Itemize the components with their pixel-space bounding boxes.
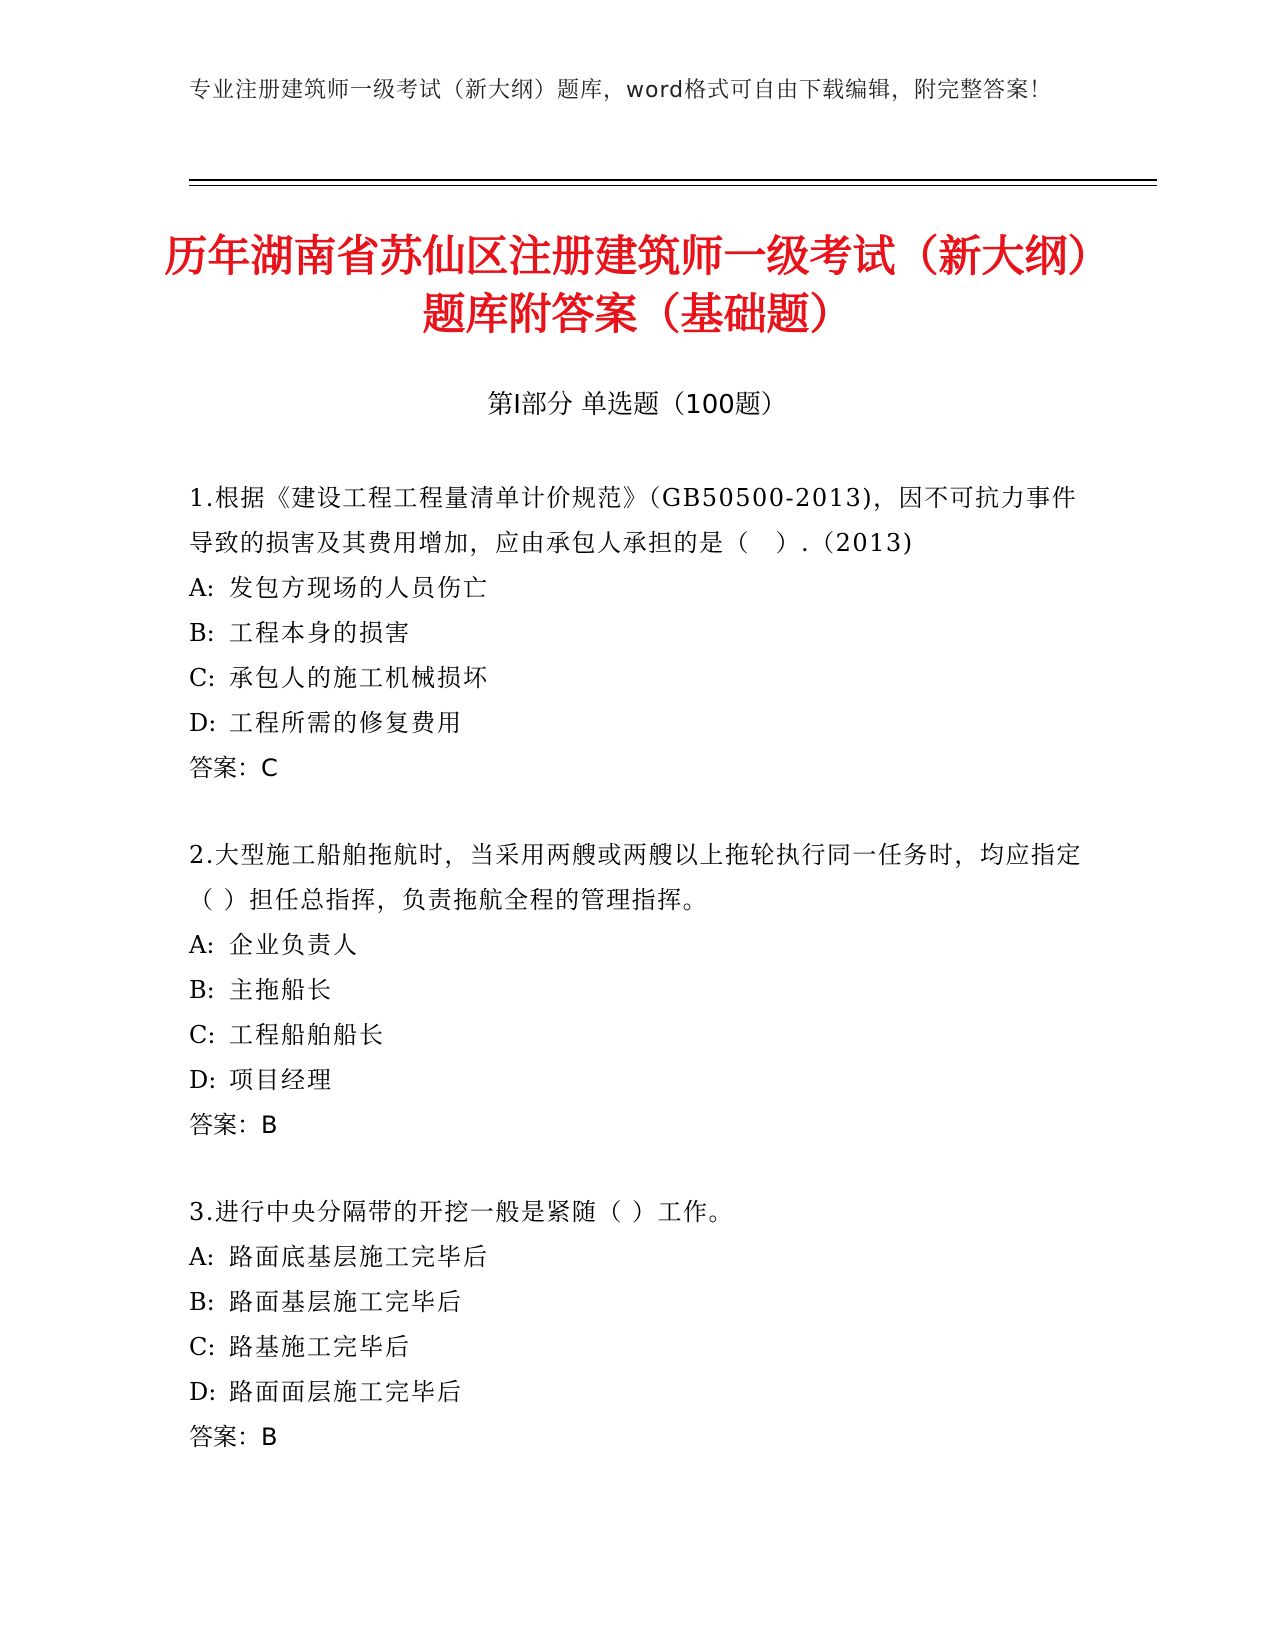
answer-line [189,1415,1089,1460]
answer-label: 答案： [189,1111,261,1139]
question-stem: 2.大型施工船舶拖航时，当采用两艘或两艘以上拖轮执行同一任务时，均应指定（ ）担任总指挥，负责拖航全程的管理指挥。 [189,841,1082,914]
option-letter: B: [189,619,215,647]
option-text: 工程所需的修复费用 [229,709,463,737]
option-letter: D: [189,1378,217,1406]
answer-line [189,1103,1089,1148]
question-stem: 1.根据《建设工程工程量清单计价规范》（GB50500-2013)，因不可抗力事件导致的损害及其费用增加，应由承包人承担的是（ ）.（2013) [189,484,1078,557]
option-letter: C: [189,1021,216,1049]
option-letter: D: [189,1066,217,1094]
answer-label: 答案： [189,1423,261,1451]
option-d [189,1370,1089,1415]
question-2 [189,833,1089,1148]
option-c [189,1013,1089,1058]
option-text: 项目经理 [229,1066,333,1094]
option-text: 主拖船长 [229,976,333,1004]
option-text: 工程船舶船长 [229,1021,385,1049]
header-note: 专业注册建筑师一级考试（新大纲）题库，word格式可自由下载编辑，附完整答案！ [189,78,1053,103]
option-letter: B: [189,1288,215,1316]
option-d [189,701,1089,746]
section-title: 第Ⅰ部分 单选题（100题） [487,390,787,420]
question-3 [189,1190,1089,1460]
option-letter: B: [189,976,215,1004]
answer-value: B [261,1111,278,1139]
option-text: 路面基层施工完毕后 [229,1288,463,1316]
option-letter: A: [189,574,215,602]
question-list [189,476,1089,1502]
option-a [189,1235,1089,1280]
question-1 [189,476,1089,791]
document-title: 历年湖南省苏仙区注册建筑师一级考试（新大纲）题库附答案（基础题） [164,232,1111,340]
header-divider-thin [189,185,1157,186]
option-letter: C: [189,664,216,692]
option-text: 路基施工完毕后 [229,1333,411,1361]
option-letter: D: [189,709,217,737]
option-text: 发包方现场的人员伤亡 [229,574,489,602]
answer-value: B [261,1423,278,1451]
answer-label: 答案： [189,754,261,782]
answer-line [189,746,1089,791]
question-stem: 3.进行中央分隔带的开挖一般是紧随（ ）工作。 [189,1198,735,1226]
option-c [189,1325,1089,1370]
option-letter: A: [189,931,215,959]
option-text: 路面底基层施工完毕后 [229,1243,489,1271]
option-a [189,923,1089,968]
option-c [189,656,1089,701]
option-a [189,566,1089,611]
header-divider-thick [189,179,1157,181]
option-text: 企业负责人 [229,931,359,959]
option-letter: C: [189,1333,216,1361]
answer-value: C [261,754,278,782]
option-text: 承包人的施工机械损坏 [229,664,489,692]
option-b [189,1280,1089,1325]
option-text: 工程本身的损害 [229,619,411,647]
option-b [189,611,1089,656]
option-d [189,1058,1089,1103]
option-text: 路面面层施工完毕后 [229,1378,463,1406]
option-letter: A: [189,1243,215,1271]
option-b [189,968,1089,1013]
